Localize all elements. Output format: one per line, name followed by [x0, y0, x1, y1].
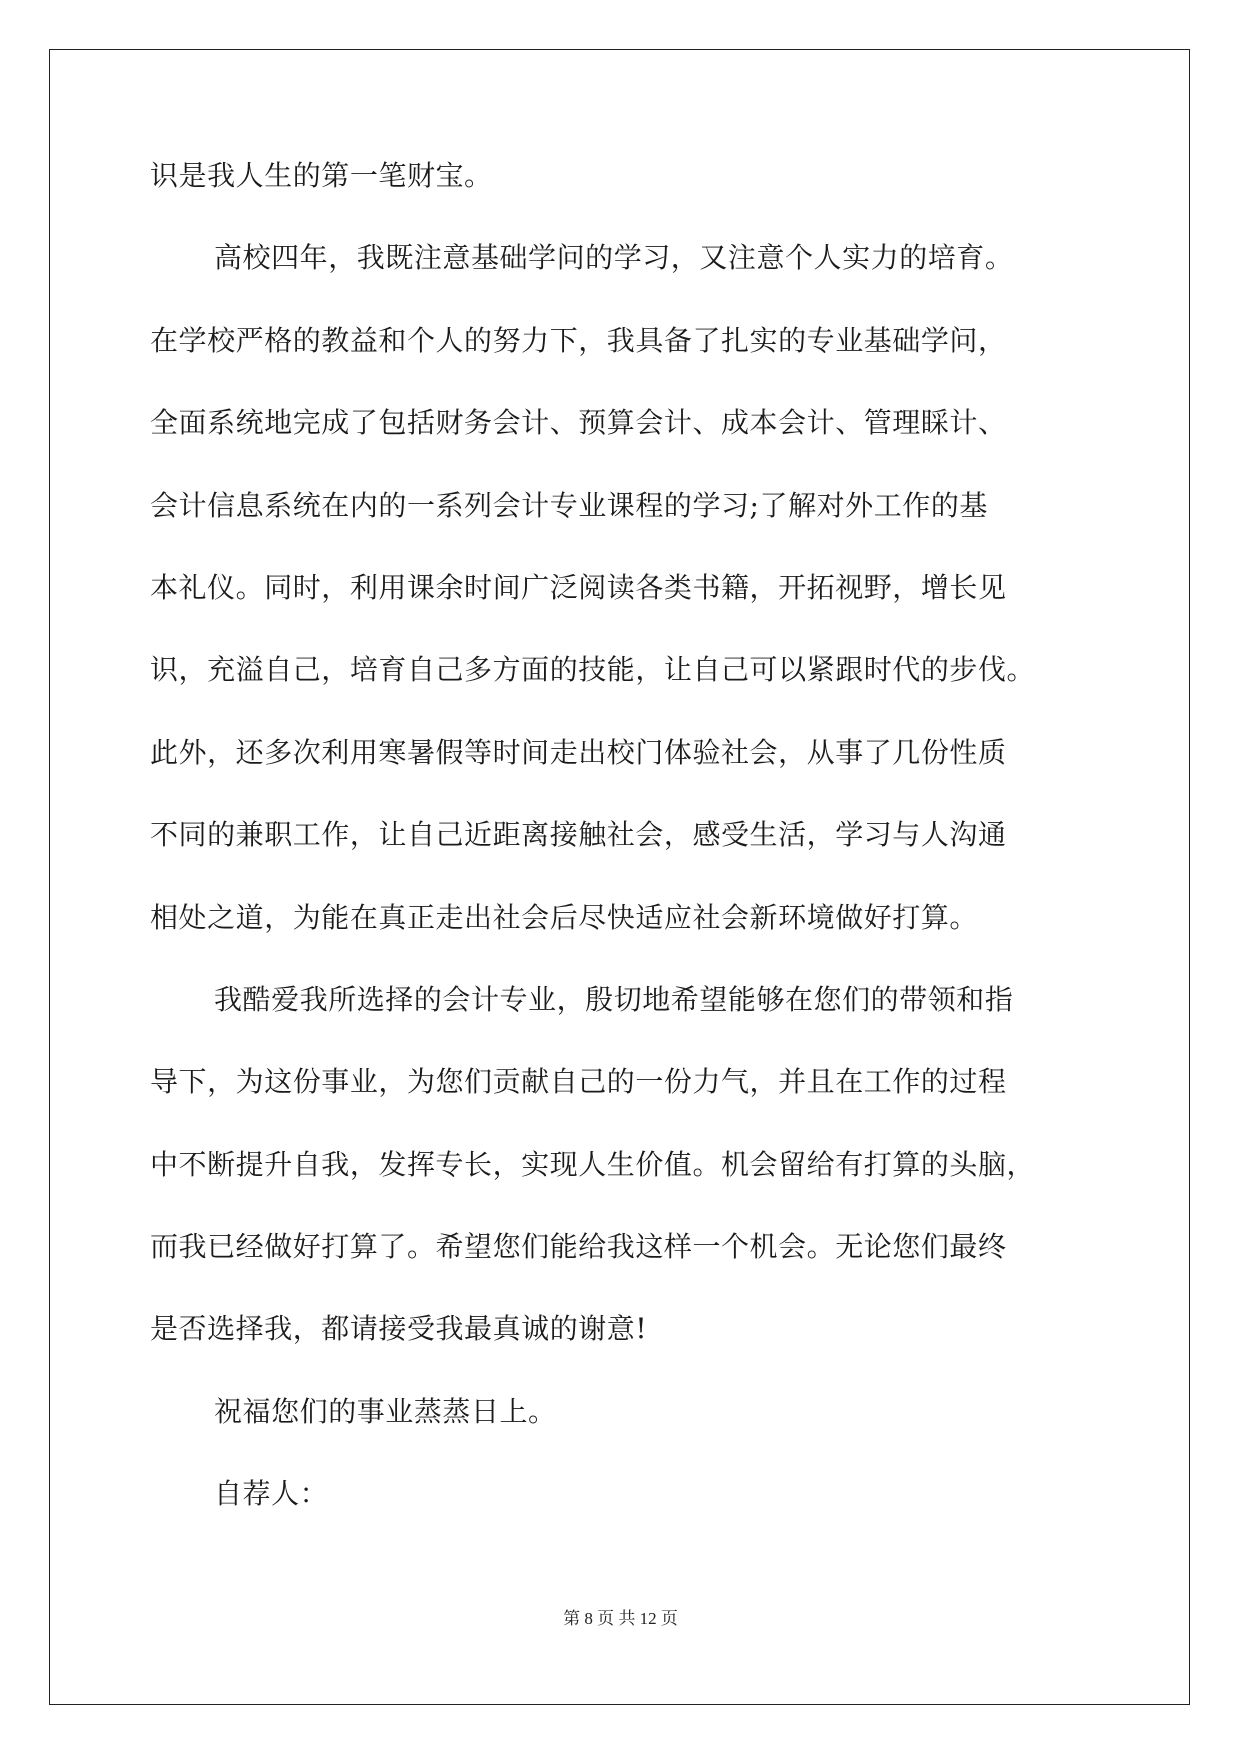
- text-line: 不同的兼职工作，让自己近距离接触社会，感受生活，学习与人沟通: [150, 818, 1007, 852]
- text-line: 全面系统地完成了包括财务会计、预算会计、成本会计、管理睬计、: [150, 406, 1007, 440]
- text-line: 相处之道，为能在真正走出社会后尽快适应社会新环境做好打算。: [150, 900, 978, 934]
- text-line: 是否选择我，都请接受我最真诚的谢意!: [150, 1312, 648, 1346]
- text-line: 会计信息系统在内的一系列会计专业课程的学习;了解对外工作的基: [150, 488, 988, 522]
- text-line: 此外，还多次利用寒暑假等时间走出校门体验社会，从事了几份性质: [150, 735, 1007, 769]
- document-body: [150, 160, 1110, 1561]
- signature-line: 自荐人：: [214, 1477, 329, 1511]
- text-line: 导下，为这份事业，为您们贡献自己的一份力气，并且在工作的过程: [150, 1065, 1007, 1099]
- closing-wish-line: 祝福您们的事业蒸蒸日上。: [214, 1394, 557, 1428]
- text-line: 在学校严格的教益和个人的努力下，我具备了扎实的专业基础学问，: [150, 323, 1007, 357]
- paragraph-start-line: 我酷爱我所选择的会计专业，殷切地希望能够在您们的带领和指: [214, 982, 1014, 1016]
- text-line: 识，充溢自己，培育自己多方面的技能，让自己可以紧跟时代的步伐。: [150, 653, 1036, 687]
- text-line: 识是我人生的第一笔财宝。: [150, 159, 493, 192]
- text-line: 而我已经做好打算了。希望您们能给我这样一个机会。无论您们最终: [150, 1230, 1007, 1264]
- page-number-footer: 第 8 页 共 12 页: [563, 1609, 678, 1628]
- text-line: 中不断提升自我，发挥专长，实现人生价值。机会留给有打算的头脑，: [150, 1147, 1036, 1181]
- text-line: 本礼仪。同时，利用课余时间广泛阅读各类书籍，开拓视野，增长见: [150, 570, 1007, 604]
- paragraph-start-line: 高校四年，我既注意基础学问的学习，又注意个人实力的培育。: [214, 241, 1014, 275]
